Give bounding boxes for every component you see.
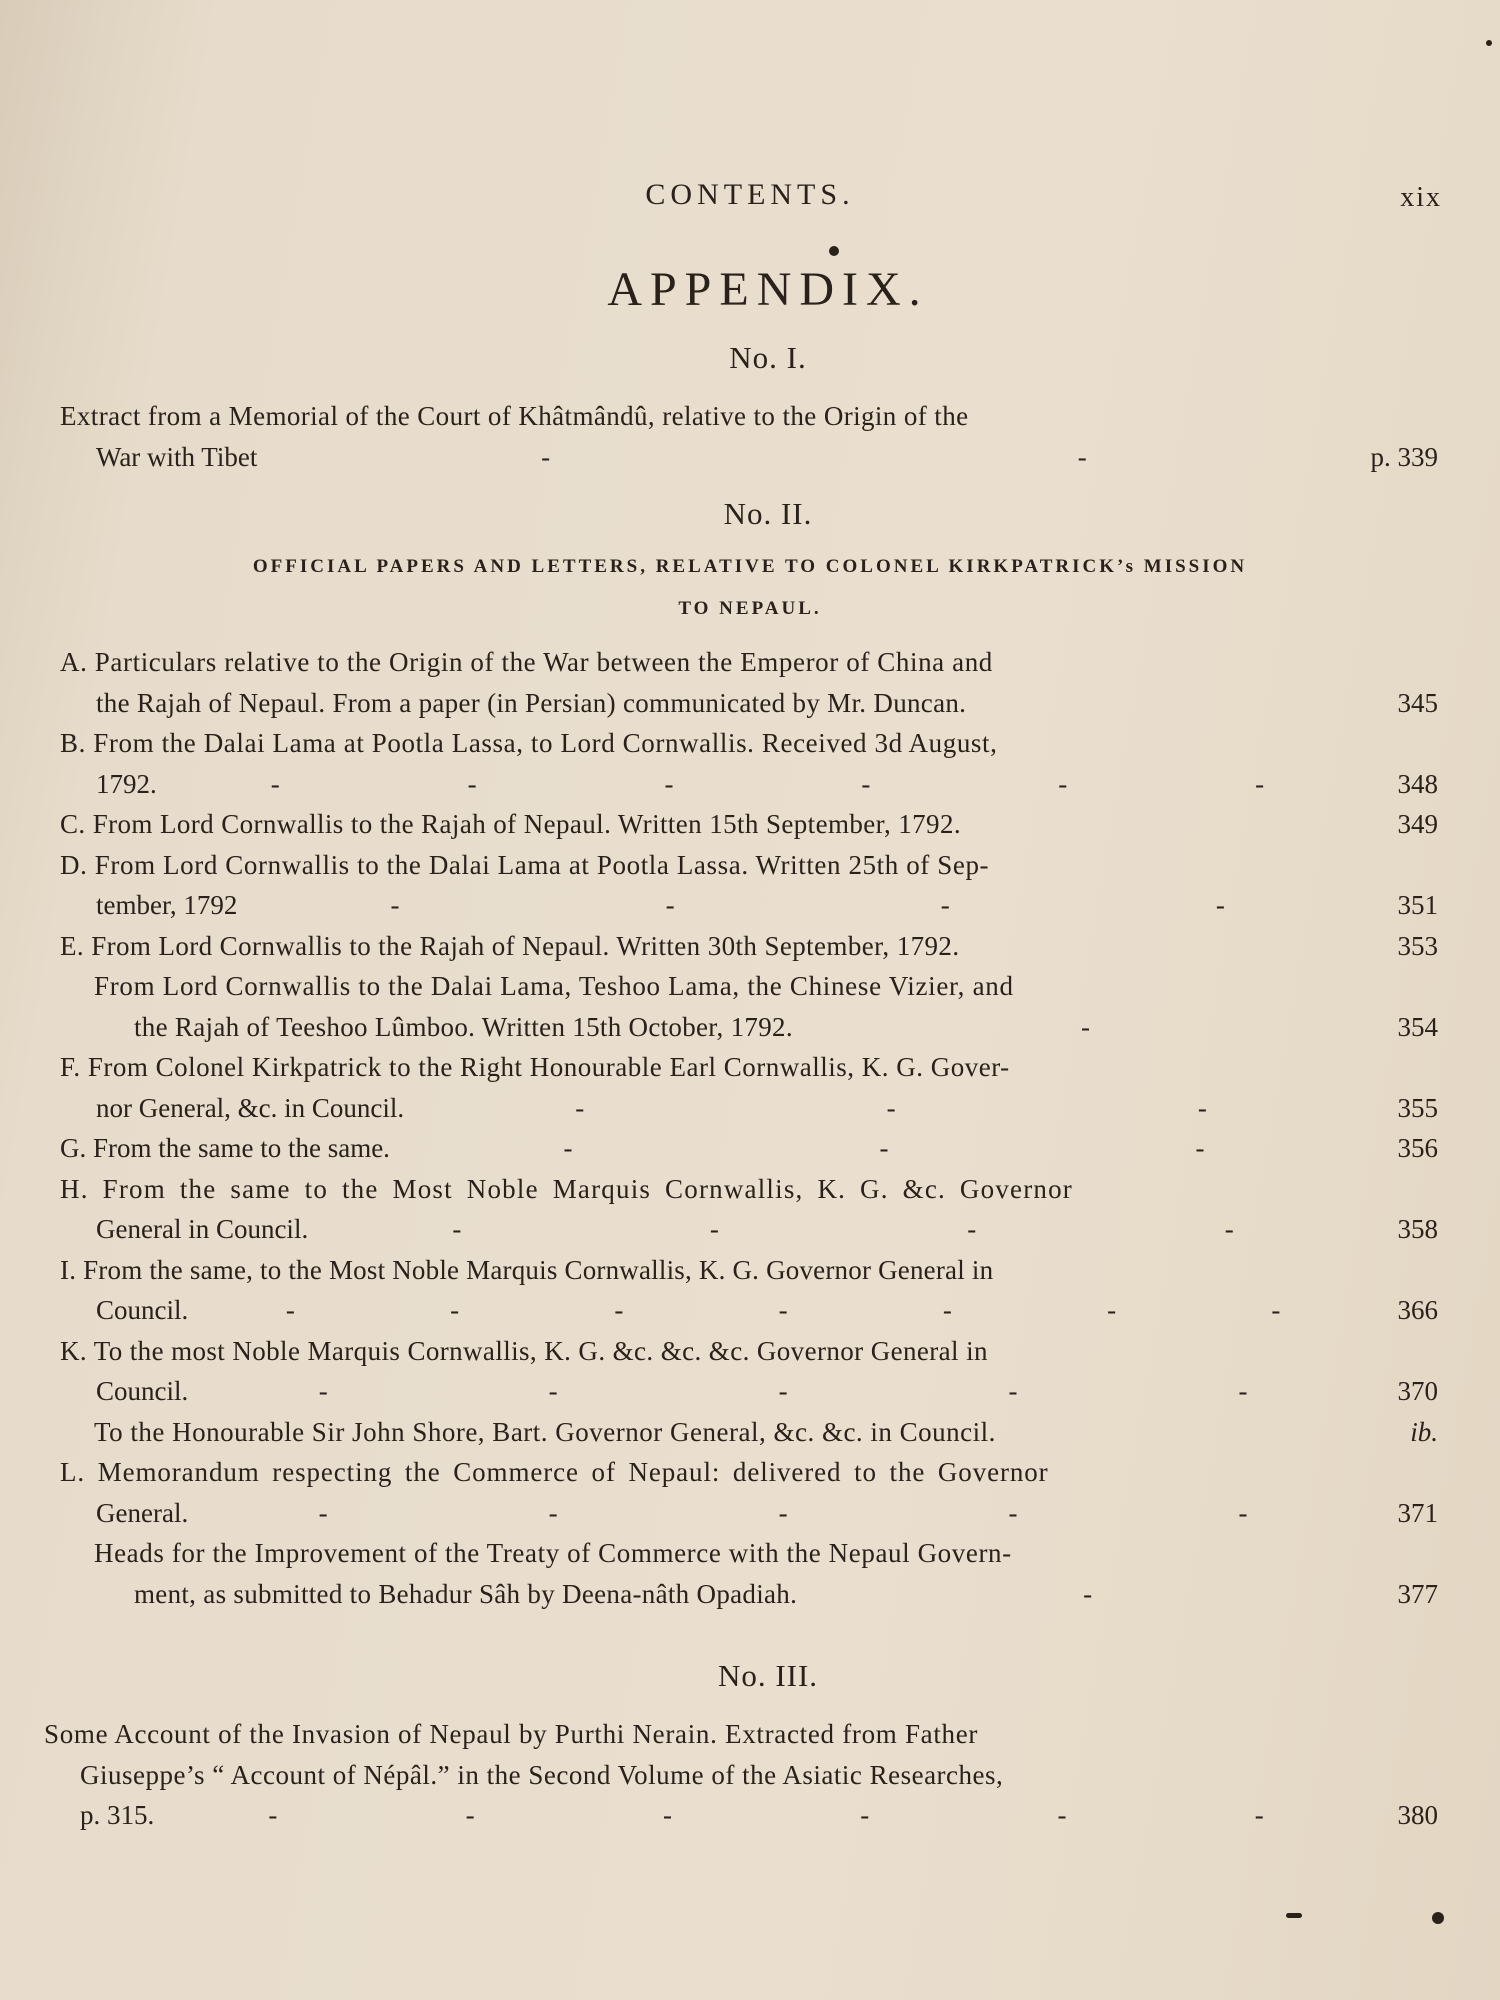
section-number: No. III. xyxy=(717,1658,819,1693)
ink-mark xyxy=(1486,40,1492,46)
entry-line: the Rajah of Teeshoo Lûmboo. Written 15th October, 1792. xyxy=(134,1011,793,1042)
dash-leader: - - - - xyxy=(390,890,1225,920)
ornament-dot xyxy=(829,246,839,256)
page-number: 358 xyxy=(1397,1214,1438,1244)
entry-line: E. From Lord Cornwallis to the Rajah of Nepaul. Written 30th September, 1792. xyxy=(60,930,960,961)
page-number: 366 xyxy=(1397,1295,1438,1325)
entry-line: From Lord Cornwallis to the Dalai Lama, Teshoo Lama, the Chinese Vizier, and xyxy=(94,971,1014,1001)
entry-line: Council. xyxy=(96,1295,189,1325)
dash-leader: - - - - - xyxy=(318,1497,1248,1528)
dash-leader: - - - - - - - xyxy=(285,1295,1281,1325)
dash-leader: - - xyxy=(541,441,1087,472)
contents-entry xyxy=(60,396,1438,477)
dash-leader: - xyxy=(1080,1011,1090,1042)
page-number: p. 339 xyxy=(1370,441,1438,472)
ink-mark xyxy=(1286,1913,1302,1918)
dash-leader: - - - - - xyxy=(318,1376,1248,1406)
page-number: 349 xyxy=(1397,809,1438,839)
entry-line: To the Honourable Sir John Shore, Bart. Governor General, &c. &c. in Council. xyxy=(94,1416,996,1447)
dash-leader: - - - - xyxy=(452,1214,1234,1244)
running-title: CONTENTS. xyxy=(645,178,855,211)
dash-leader: - xyxy=(1083,1578,1093,1609)
entry-line: tember, 1792 xyxy=(96,890,238,920)
entry-line: 1792. xyxy=(96,768,157,799)
entry-line: Extract from a Memorial of the Court of Khâtmândû, relative to the Origin of the xyxy=(60,401,969,431)
contents-entry xyxy=(44,1714,1438,1836)
page-number: 353 xyxy=(1397,930,1438,961)
entry-line: p. 315. xyxy=(80,1800,155,1830)
entry-line: C. From Lord Cornwallis to the Rajah of Nepaul. Written 15th September, 1792. xyxy=(60,809,961,839)
page-folio: xix xyxy=(1400,182,1442,213)
page-number: ib. xyxy=(1410,1416,1438,1447)
entry-line: K. To the most Noble Marquis Cornwallis, K. G. &c. &c. &c. Governor General in xyxy=(60,1335,988,1366)
page-number: 356 xyxy=(1397,1133,1438,1163)
entry-line: A. Particulars relative to the Origin of the War between the Emperor of China and xyxy=(60,647,993,677)
entry-line: H. From the same to the Most Noble Marquis Cornwallis, K. G. &c. Governor xyxy=(60,1173,1073,1204)
dash-leader: - - - xyxy=(575,1092,1207,1123)
entry-line: the Rajah of Nepaul. From a paper (in Persian) communicated by Mr. Duncan. xyxy=(96,687,967,718)
page-number: 377 xyxy=(1397,1578,1438,1609)
page-number: 345 xyxy=(1397,687,1438,718)
section-number: No. II. xyxy=(723,496,813,531)
entry-line: Council. xyxy=(96,1376,189,1406)
entry-line: General in Council. xyxy=(96,1214,309,1244)
page-number: 351 xyxy=(1397,890,1438,920)
section-number: No. I. xyxy=(729,340,807,375)
entry-line: ment, as submitted to Behadur Sâh by Deena-nâth Opadiah. xyxy=(134,1578,798,1609)
page-number: 371 xyxy=(1397,1497,1438,1528)
entry-line: General. xyxy=(96,1497,189,1528)
entry-line: L. Memorandum respecting the Commerce of Nepaul: delivered to the Governor xyxy=(60,1457,1049,1487)
dash-leader: - - - - - - xyxy=(268,1800,1264,1830)
page-number: 380 xyxy=(1397,1800,1438,1830)
page-number: 355 xyxy=(1397,1092,1438,1123)
entry-line: War with Tibet xyxy=(96,441,258,472)
section-heading: OFFICIAL PAPERS AND LETTERS, RELATIVE TO COLONEL KIRKPATRICK’s MISSION xyxy=(252,556,1248,577)
page-number: 370 xyxy=(1397,1376,1438,1406)
entry-line: D. From Lord Cornwallis to the Dalai Lama at Pootla Lassa. Written 25th of Sep- xyxy=(60,849,990,880)
page-number: 354 xyxy=(1397,1011,1438,1042)
ink-mark xyxy=(1432,1912,1444,1924)
entry-line: Giuseppe’s “ Account of Népâl.” in the Second Volume of the Asiatic Researches, xyxy=(80,1759,1004,1790)
entry-line: Some Account of the Invasion of Nepaul by Purthi Nerain. Extracted from Father xyxy=(44,1719,979,1749)
entry-line: I. From the same, to the Most Noble Marquis Cornwallis, K. G. Governor General in xyxy=(60,1254,994,1285)
contents-list xyxy=(60,642,1438,1614)
entry-line: B. From the Dalai Lama at Pootla Lassa, to Lord Cornwallis. Received 3d August, xyxy=(60,728,998,758)
page-number: 348 xyxy=(1397,768,1438,799)
dash-leader: - - - - - - xyxy=(270,768,1265,799)
entry-line: nor General, &c. in Council. xyxy=(96,1092,405,1123)
entry-line: G. From the same to the same. xyxy=(60,1133,390,1163)
entry-line: Heads for the Improvement of the Treaty of Commerce with the Nepaul Govern- xyxy=(94,1538,1012,1568)
entry-line: F. From Colonel Kirkpatrick to the Right Honourable Earl Cornwallis, K. G. Gover- xyxy=(60,1052,1010,1082)
appendix-title: APPENDIX. xyxy=(607,263,929,316)
section-heading: TO NEPAUL. xyxy=(678,598,822,619)
dash-leader: - - - xyxy=(563,1133,1205,1163)
